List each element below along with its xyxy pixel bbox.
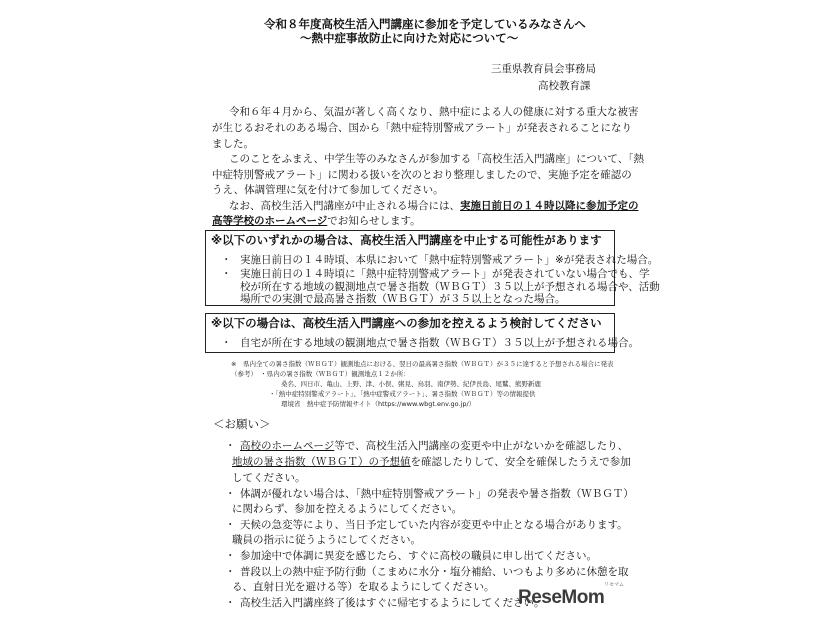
- request-bullet-3: ・: [225, 519, 236, 531]
- box1-item-2-line1: 実施日前日の１４時頃に「熱中症特別警戒アラート」が発表されていない場合でも、学: [240, 268, 650, 280]
- request-3-line1: 天候の急変等により、当日予定していた内容が変更や中止となる場合があります。: [240, 519, 628, 531]
- title-line-2: ～熱中症事故防止に向けた対応について～: [300, 31, 519, 45]
- wbgt-forecast-link[interactable]: 地域の暑さ指数（ＷＢＧＴ）の予想値: [232, 456, 411, 468]
- box2-heading: ※以下の場合は、高校生活入門講座への参加を控えるよう検討してください: [211, 316, 602, 330]
- box1-item-2-line2: 校が所在する地域の観測地点で暑さ指数（ＷＢＧＴ）３５以上が予想される場合や、活動: [240, 281, 660, 293]
- request-1-line3: してください。: [232, 472, 306, 484]
- request-5-line1: 普段以上の熱中症予防行動（こまめに水分・塩分補給、いつもより多めに休憩を取: [240, 566, 629, 578]
- intro-p2-line3: うえ、体調管理に気を付けて参加してください。: [212, 184, 444, 196]
- request-bullet-6: ・: [225, 597, 236, 609]
- org-name: 三重県教育員会事務局: [491, 63, 596, 75]
- request-3-line2: 職員の指示に従うようにしてください。: [232, 534, 421, 546]
- school-homepage-link[interactable]: 高等学校のホームページ: [212, 215, 328, 227]
- requests-heading: ＜お願い＞: [213, 417, 271, 431]
- box1-bullet-1: ・: [221, 254, 232, 266]
- request-1-line1: [240, 440, 628, 453]
- box1-item-1: 実施日前日の１４時頃、本県において「熱中症特別警戒アラート」※が発表された場合。: [240, 254, 659, 266]
- request-2-line1: 体調が優れない場合は、「熱中症特別警戒アラート」の発表や暑さ指数（ＷＢＧＴ）: [240, 488, 634, 500]
- school-homepage-link-2[interactable]: 高校のホームページ: [240, 440, 335, 452]
- intro-p3-line2: [212, 215, 421, 228]
- intro-p3-underlined: 実施日前日の１４時以降に参加予定の: [460, 200, 639, 212]
- intro-p1-line3: ました。: [212, 138, 254, 150]
- footnote-line2: （参考） ・県内の暑さ指数（ＷＢＧＴ）観測地点１２か所：: [231, 370, 410, 378]
- request-4: 参加途中で体調に異変を感じたら、すぐに高校の職員に申し出てください。: [240, 550, 597, 562]
- request-2-line2: に関わらず、参加を控えるようにしてください。: [232, 503, 463, 515]
- intro-p2-line1: このことをふまえ、中学生等のみなさんが参加する「高校生活入門講座」について、「熱: [229, 153, 644, 165]
- request-bullet-2: ・: [225, 488, 236, 500]
- intro-p3-text: なお、高校生活入門講座が中止される場合には、: [229, 200, 460, 212]
- box1-item-2-line3: 場所での実測で最高暑さ指数（ＷＢＧＴ）が３５以上となった場合。: [240, 293, 566, 305]
- request-bullet-1: ・: [225, 440, 236, 452]
- box1-bullet-2: ・: [221, 268, 232, 280]
- intro-p2-line2: 中症特別警戒アラート」に関わる扱いを次のとおり整理しましたので、実施予定を確認の: [212, 169, 632, 181]
- footnote-line5: 環境省 熱中症予防情報サイト（https://www.wbgt.env.go.jp/）: [281, 400, 476, 408]
- request-6: 高校生活入門講座終了後はすぐに帰宅するようにしてください。: [240, 597, 545, 609]
- org-division: 高校教育課: [538, 80, 591, 92]
- request-5-line2: る、直射日光を避ける等）を取るようにしてください。: [232, 581, 495, 593]
- request-1-text-2: を確認したりして、安全を確保したうえで参加: [410, 456, 631, 468]
- box2-bullet-1: ・: [221, 337, 232, 349]
- footnote-line3: 桑名、四日市、亀山、上野、津、小俣、粥見、鳥羽、南伊勢、紀伊長島、尾鷲、熊野新鹿: [281, 380, 541, 388]
- request-bullet-4: ・: [225, 550, 236, 562]
- footnote-line1: ※ 県内全ての暑さ指数（ＷＢＧＴ）観測地点における、翌日の最高暑さ指数（ＷＢＧＴ）が３５に達すると予想される場合に発表: [231, 360, 614, 368]
- footnote-line4: ・「熱中症特別警戒アラート」、「熱中症警戒アラート」、暑さ指数（ＷＢＧＴ）等の情報提供: [269, 390, 536, 398]
- intro-p1-line2: が生じるおそれのある場合、国から「熱中症特別警戒アラート」が発表されることになり: [212, 122, 632, 134]
- resemom-logo-text: ReseMom: [518, 587, 605, 608]
- request-1-text: 等で、高校生活入門講座の変更や中止がないかを確認したり、: [334, 440, 629, 452]
- request-bullet-5: ・: [225, 566, 236, 578]
- box1-heading: ※以下のいずれかの場合は、高校生活入門講座を中止する可能性があります: [211, 233, 602, 247]
- intro-p3-line1: [229, 200, 639, 213]
- request-1-line2: [232, 456, 631, 469]
- box2-item-1: 自宅が所在する地域の観測地点で暑さ指数（ＷＢＧＴ）３５以上が予想される場合。: [240, 337, 639, 349]
- intro-p3-text-end: でお知らせします。: [327, 215, 421, 227]
- resemom-logo: [518, 582, 624, 609]
- title-line-1: 令和８年度高校生活入門講座に参加を予定しているみなさんへ: [264, 17, 586, 31]
- resemom-logo-subtext: リセマム: [604, 582, 624, 588]
- intro-p1-line1: 令和６年４月から、気温が著しく高くなり、熱中症による人の健康に対する重大な被害: [229, 106, 639, 118]
